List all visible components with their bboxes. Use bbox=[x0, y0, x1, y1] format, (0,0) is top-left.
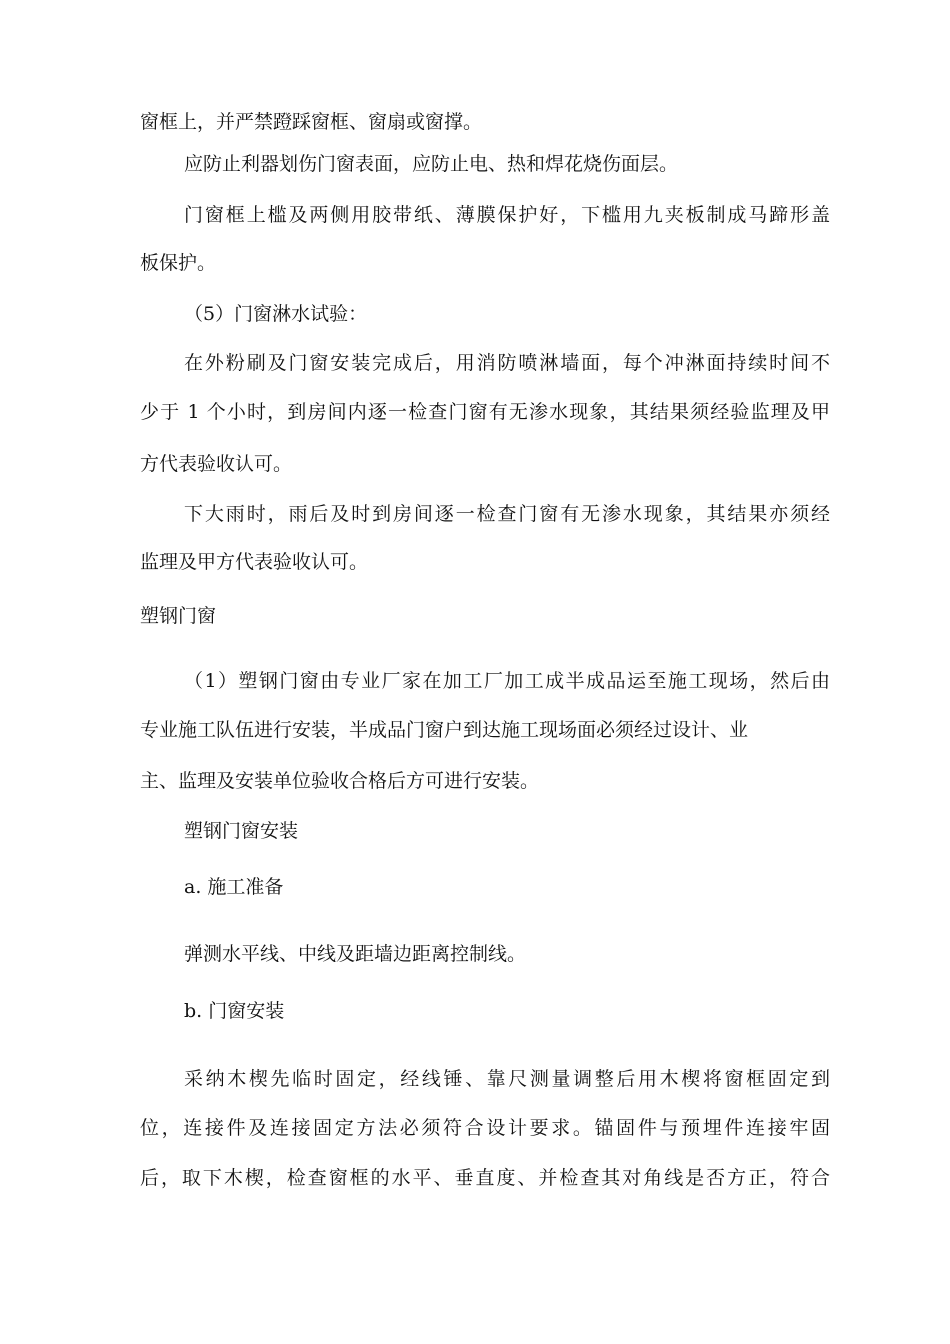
paragraph-line: 方代表验收认可。 bbox=[140, 453, 293, 475]
paragraph-line: 板保护。 bbox=[140, 252, 217, 274]
paragraph-line: 门窗框上槛及两侧用胶带纸、薄膜保护好，下槛用九夹板制成马蹄形盖 bbox=[184, 204, 830, 226]
paragraph-line: （1）塑钢门窗由专业厂家在加工厂加工成半成品运至施工现场，然后由 bbox=[184, 670, 830, 692]
paragraph-line: 应防止利器划伤门窗表面，应防止电、热和焊花烧伤面层。 bbox=[184, 153, 679, 175]
paragraph-line: 窗框上，并严禁蹬踩窗框、窗扇或窗撑。 bbox=[140, 111, 483, 133]
section-heading: 塑钢门窗 bbox=[140, 605, 217, 627]
paragraph-line: 位，连接件及连接固定方法必须符合设计要求。锚固件与预埋件连接牢固 bbox=[140, 1117, 830, 1139]
paragraph-line: 专业施工队伍进行安装，半成品门窗户到达施工现场面必须经过设计、业 bbox=[140, 719, 749, 741]
subsection-heading: b. 门窗安装 bbox=[184, 1000, 285, 1022]
section-heading: （5）门窗淋水试验： bbox=[184, 303, 368, 325]
paragraph-line: 弹测水平线、中线及距墙边距离控制线。 bbox=[184, 943, 527, 965]
paragraph-line: 后，取下木楔，检查窗框的水平、垂直度、并检查其对角线是否方正，符合 bbox=[140, 1167, 830, 1189]
paragraph-line: 监理及甲方代表验收认可。 bbox=[140, 551, 369, 573]
subsection-heading: 塑钢门窗安装 bbox=[184, 820, 299, 842]
paragraph-line: 少于 1 个小时，到房间内逐一检查门窗有无渗水现象，其结果须经验监理及甲 bbox=[140, 401, 830, 423]
paragraph-line: 主、监理及安装单位验收合格后方可进行安装。 bbox=[140, 770, 540, 792]
paragraph-line: 采纳木楔先临时固定，经线锤、靠尺测量调整后用木楔将窗框固定到 bbox=[184, 1068, 830, 1090]
paragraph-line: 在外粉刷及门窗安装完成后，用消防喷淋墙面，每个冲淋面持续时间不 bbox=[184, 352, 830, 374]
paragraph-line: 下大雨时，雨后及时到房间逐一检查门窗有无渗水现象，其结果亦须经 bbox=[184, 503, 830, 525]
subsection-heading: a. 施工准备 bbox=[184, 876, 284, 898]
